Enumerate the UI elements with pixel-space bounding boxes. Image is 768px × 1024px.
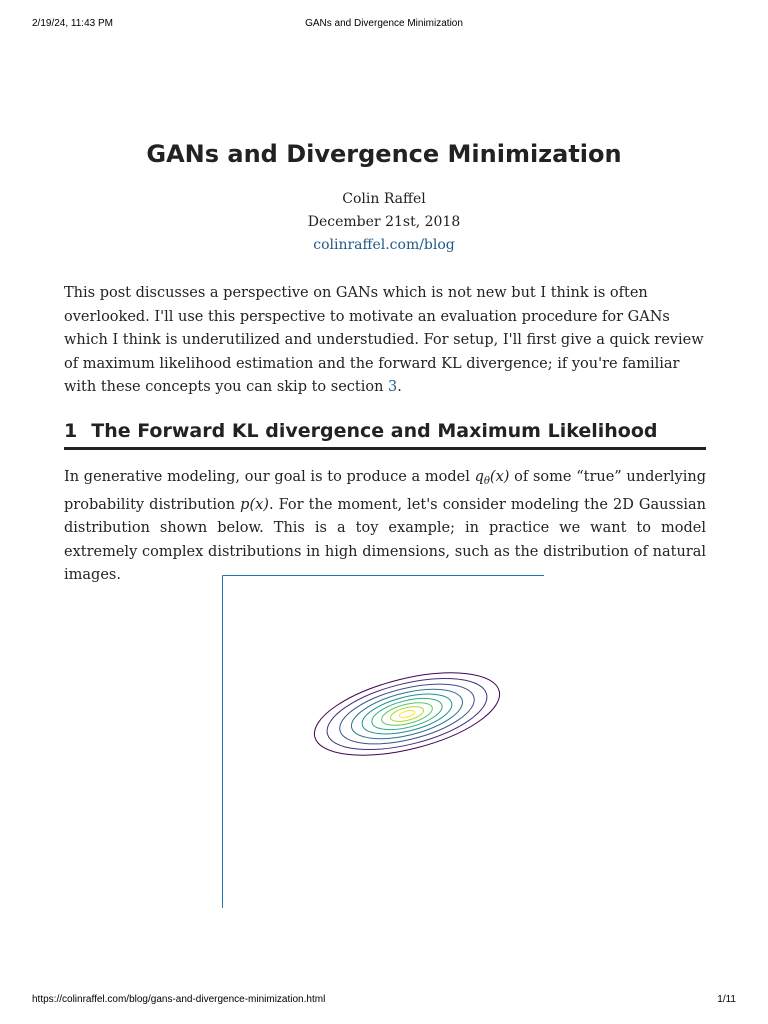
contour-level-6 (369, 692, 445, 735)
section-number: 1 (64, 420, 78, 442)
gaussian-contour-figure (222, 575, 546, 909)
section-1-heading (64, 420, 706, 450)
body-text-2: of some “true” underlying probability distribution (64, 469, 706, 513)
body-paragraph (64, 466, 706, 588)
contour-level-7 (379, 698, 434, 729)
math-q-theta (475, 469, 510, 485)
contour-level-3 (334, 673, 480, 756)
contour-level-5 (358, 686, 456, 741)
intro-end: . (397, 379, 402, 395)
body-text-1: In generative modeling, our goal is to produce a model (64, 469, 475, 485)
body-text-3: . For the moment, let's consider modeling the 2D Gaussian distribution shown below. This is a toy example; in practice we want to model extremely complex distributions in high dimensions, such as the distribution of natural images. (64, 496, 707, 583)
intro-paragraph (64, 282, 706, 400)
print-url: https://colinraffel.com/blog/gans-and-divergence-minimization.html (32, 994, 326, 1005)
print-page-title: GANs and Divergence Minimization (305, 18, 463, 29)
contour-level-2 (320, 665, 494, 764)
author: Colin Raffel (342, 191, 426, 207)
article-meta (0, 188, 768, 257)
section-title: The Forward KL divergence and Maximum Likelihood (91, 420, 658, 442)
math-q: q (474, 469, 484, 485)
gaussian-contour-plot (222, 575, 546, 909)
section-3-link[interactable]: 3 (388, 379, 398, 395)
contour-level-8 (389, 704, 425, 724)
math-theta: θ (483, 476, 490, 487)
article-title: GANs and Divergence Minimization (146, 140, 622, 168)
publish-date: December 21st, 2018 (307, 214, 461, 230)
print-page-number: 1/11 (717, 994, 736, 1005)
contour-lines (306, 657, 507, 771)
math-q-arg: (x) (489, 469, 510, 485)
print-datetime: 2/19/24, 11:43 PM (32, 18, 113, 29)
blog-link[interactable]: colinraffel.com/blog (313, 237, 455, 253)
contour-level-9 (399, 709, 416, 719)
intro-text: This post discusses a perspective on GANs which is not new but I think is often overlooked. I'll use this perspective to motivate an evaluation procedure for GANs which I think is underutilized and understudied. For setup, I'll first give a quick review of maximum likelihood estimation and the forward KL divergence; if you're familiar with these concepts you can skip to section (64, 285, 704, 395)
math-p-x: p(x) (240, 496, 269, 513)
contour-level-4 (347, 680, 468, 749)
